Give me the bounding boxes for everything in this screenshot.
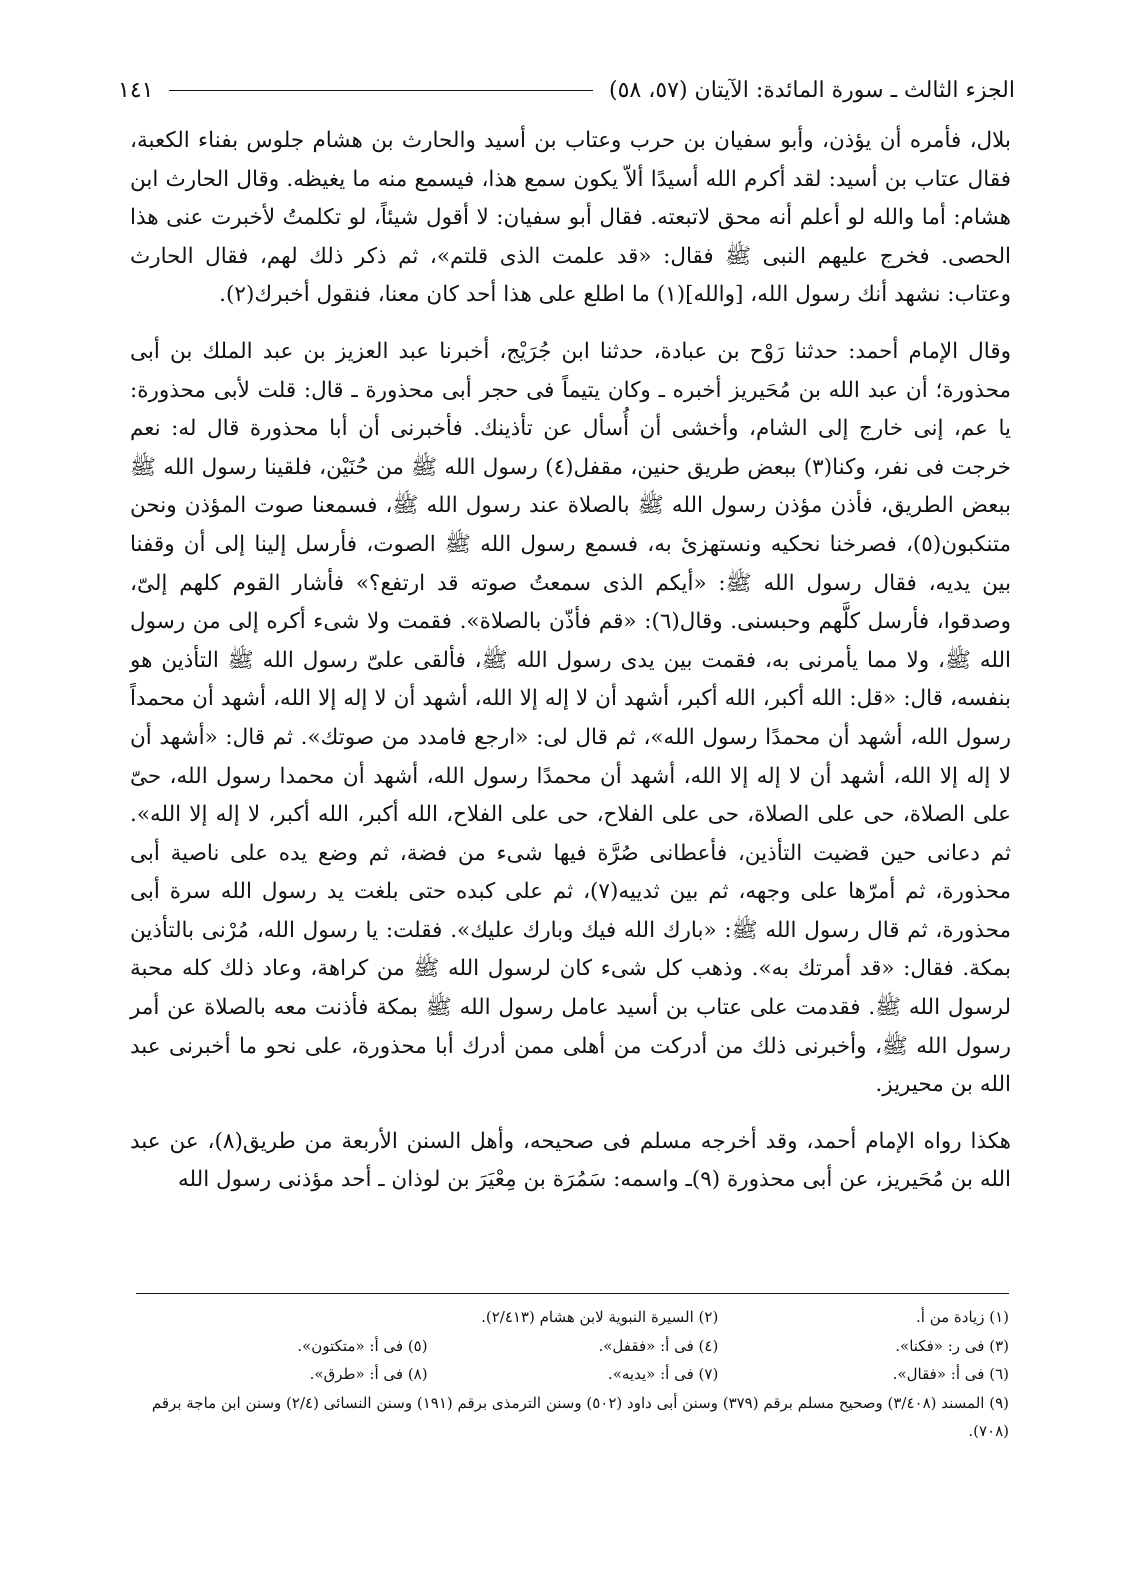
footnote-row	[136, 1332, 1009, 1361]
text-line: رسول الله ﷺ بمكة فأذنت معه بالصلاة عن أمر رسول الله ﷺ، وأخبرنى ذلك من أدركت من أهلى	[130, 995, 1011, 1059]
footnote: (٦) فى أ: «فقال».	[892, 1365, 1009, 1383]
paragraph-1	[130, 122, 1011, 315]
footnote-row	[136, 1303, 1009, 1332]
text-line: وقال الإمام أحمد: حدثنا رَوْح بن عبادة، حدثنا ابن جُرَيْج، أخبرنا عبد العزيز بن عبد الملك بن	[169, 338, 1011, 364]
text-line: له: نعم خرجت فى نفر، وكنا(٣) ببعض طريق حنين، مقفل(٤) رسول الله ﷺ من حُنَيْن، فلقينا	[130, 416, 1011, 480]
paragraph-3	[130, 1123, 1011, 1200]
main-text	[130, 122, 1011, 1200]
footnote-line: (٩) المسند (٣/٤٠٨) وصحيح مسلم برقم (٣٧٩) وسنن أبى داود (٥٠٢) وسنن الترمذى برقم (١٩١) وسنن النسائى (٢/٤) وسنن	[245, 1393, 1009, 1412]
text-line: أخبرك(٢).	[219, 282, 310, 308]
text-line: ممن أدرك أبا محذورة، على نحو ما أخبرنى عبد الله بن محيريز.	[130, 1033, 1011, 1098]
header-rule	[169, 90, 593, 91]
text-line: شىء أكره إلى من رسول الله ﷺ، ولا مما يأمرنى به، فقمت بين يدى رسول الله ﷺ، فألقى علىّ	[130, 609, 1011, 673]
text-line: عنى هذا الحصى. فخرج عليهم النبى ﷺ فقال: «قد علمت الذى قلتم»، ثم ذكر ذلك لهم، فقال	[130, 205, 1011, 269]
text-line: رسول الله ﷺ التأذين هو بنفسه، قال: «قل: الله أكبر، الله أكبر، أشهد أن لا إله إلا الله، أشهد أن	[130, 647, 1011, 712]
running-title: الجزء الثالث ـ سورة المائدة: الآيتان (٥٧، ٥٨)	[609, 77, 1015, 103]
page-number: ١٤١	[118, 77, 154, 103]
paragraph-2	[130, 333, 1011, 1105]
text-line: عليك». فقلت: يا رسول الله، مُرْنى بالتأذين بمكة. فقال: «قد أمرتك به». وذهب كل شىء كان	[130, 917, 1011, 982]
text-line: ابن هشام: أما والله لو أعلم أنه محق لاتبعته. فقال أبو سفيان: لا أقول شيئاً، لو تكلمتُ لأخبرت	[130, 166, 1012, 231]
footnote-long	[136, 1389, 1009, 1446]
text-line: الحارث وعتاب: نشهد أنك رسول الله، [والله](١) ما اطلع على هذا أحد كان معنا، فنقول	[130, 243, 1011, 308]
text-line: رسول الله ﷺ ببعض الطريق، فأذن مؤذن رسول الله ﷺ بالصلاة عند رسول الله ﷺ، فسمعنا	[130, 454, 1012, 519]
footnote-divider	[136, 1293, 1009, 1294]
text-line: فأشار القوم كلهم إلىّ، وصدقوا، فأرسل كلَّهم وحبسنى. وقال(٦): «قم فأذّن بالصلاة». فقمت ولا	[130, 570, 1011, 635]
footnote: (١) زيادة من أ.	[916, 1308, 1009, 1326]
footnote: (٣) فى ر: «فكنا».	[895, 1336, 1009, 1355]
footnote-row	[136, 1360, 1009, 1389]
text-line: صوت المؤذن ونحن متنكبون(٥)، فصرخنا نحكيه ونستهزئ به، فسمع رسول الله ﷺ الصوت،	[130, 493, 1011, 557]
footnote: (٧) فى أ: «يديه».	[607, 1365, 719, 1383]
text-line: أبى محذورة؛ أن عبد الله بن مُحَيريز أخبره ـ وكان يتيماً فى حجر أبى محذورة ـ قال: قلت لأبى	[130, 338, 1011, 403]
page-header	[118, 70, 1015, 110]
text-line: هكذا رواه الإمام أحمد، وقد أخرجه مسلم فى صحيحه، وأهل السنن الأربعة من طريق(٨)، عن	[169, 1128, 1011, 1154]
text-line: لرسول الله ﷺ من كراهة، وعاد ذلك كله محبة لرسول الله ﷺ. فقدمت على عتاب بن أسيد عامل	[130, 956, 1011, 1021]
footnote: (٤) فى أ: «فقفل».	[598, 1336, 719, 1355]
text-line: كبده حتى بلغت يد رسول الله سرة أبى محذورة، ثم قال رسول الله ﷺ: «بارك الله فيك وبارك	[130, 879, 1011, 943]
text-line: فأرسل إلينا إلى أن وقفنا بين يديه، فقال رسول الله ﷺ: «أيكم الذى سمعتُ صوته قد ارتفع؟»	[130, 531, 1011, 596]
text-line: من فضة، ثم وضع يده على ناصية أبى محذورة، ثم أمرّها على وجهه، ثم بين ثدييه(٧)، ثم على	[130, 840, 1012, 905]
footnote-line: ابن ماجة برقم (٧٠٨).	[151, 1393, 1009, 1440]
text-line: فقال عتاب بن أسيد: لقد أكرم الله أسيدًا ألاّ يكون سمع هذا، فيسمع منه ما يغيظه. وقال الحارث	[165, 166, 1011, 192]
text-line: عبد الله بن مُحَيريز، عن أبى محذورة (٩)ـ واسمه: سَمُرَة بن مِعْيَرَ بن لوذان ـ أحد مؤذنى رسول الله	[130, 1128, 1011, 1193]
footnote: (٨) فى أ: «طرق».	[309, 1365, 428, 1383]
text-line: لا إله إلا الله، أشهد أن محمداً رسول الله، أشهد أن محمدًا رسول الله»، ثم قال لى: «ارجع فامدد	[130, 686, 1011, 750]
footnote	[137, 1303, 428, 1332]
text-line: الفلاح، الله أكبر، الله أكبر، لا إله إلا الله». ثم دعانى حين قضيت التأذين، فأعطانى صُرَّة فيها شىء	[130, 802, 1011, 866]
text-line: بلال، فأمره أن يؤذن، وأبو سفيان بن حرب وعتاب بن أسيد والحارث بن هشام جلوس بفناء الكعبة،	[130, 128, 1011, 153]
text-line: من صوتك». ثم قال: «أشهد أن لا إله إلا الله، أشهد أن لا إله إلا الله، أشهد أن محمدًا رسول	[130, 724, 1011, 789]
footnote: (٥) فى أ: «متكتون».	[297, 1336, 428, 1355]
text-line: الله، أشهد أن محمدا رسول الله، حىّ على الصلاة، حى على الصلاة، حى على الفلاح، حى على	[130, 763, 1011, 828]
footnote: (٢) السيرة النبوية لابن هشام (٢/٤١٣).	[481, 1308, 719, 1326]
footnotes	[136, 1303, 1009, 1446]
text-line: محذورة: يا عم، إنى خارج إلى الشام، وأخشى أن أُسأل عن تأذينك. فأخبرنى أن أبا محذورة قال	[130, 377, 1012, 442]
